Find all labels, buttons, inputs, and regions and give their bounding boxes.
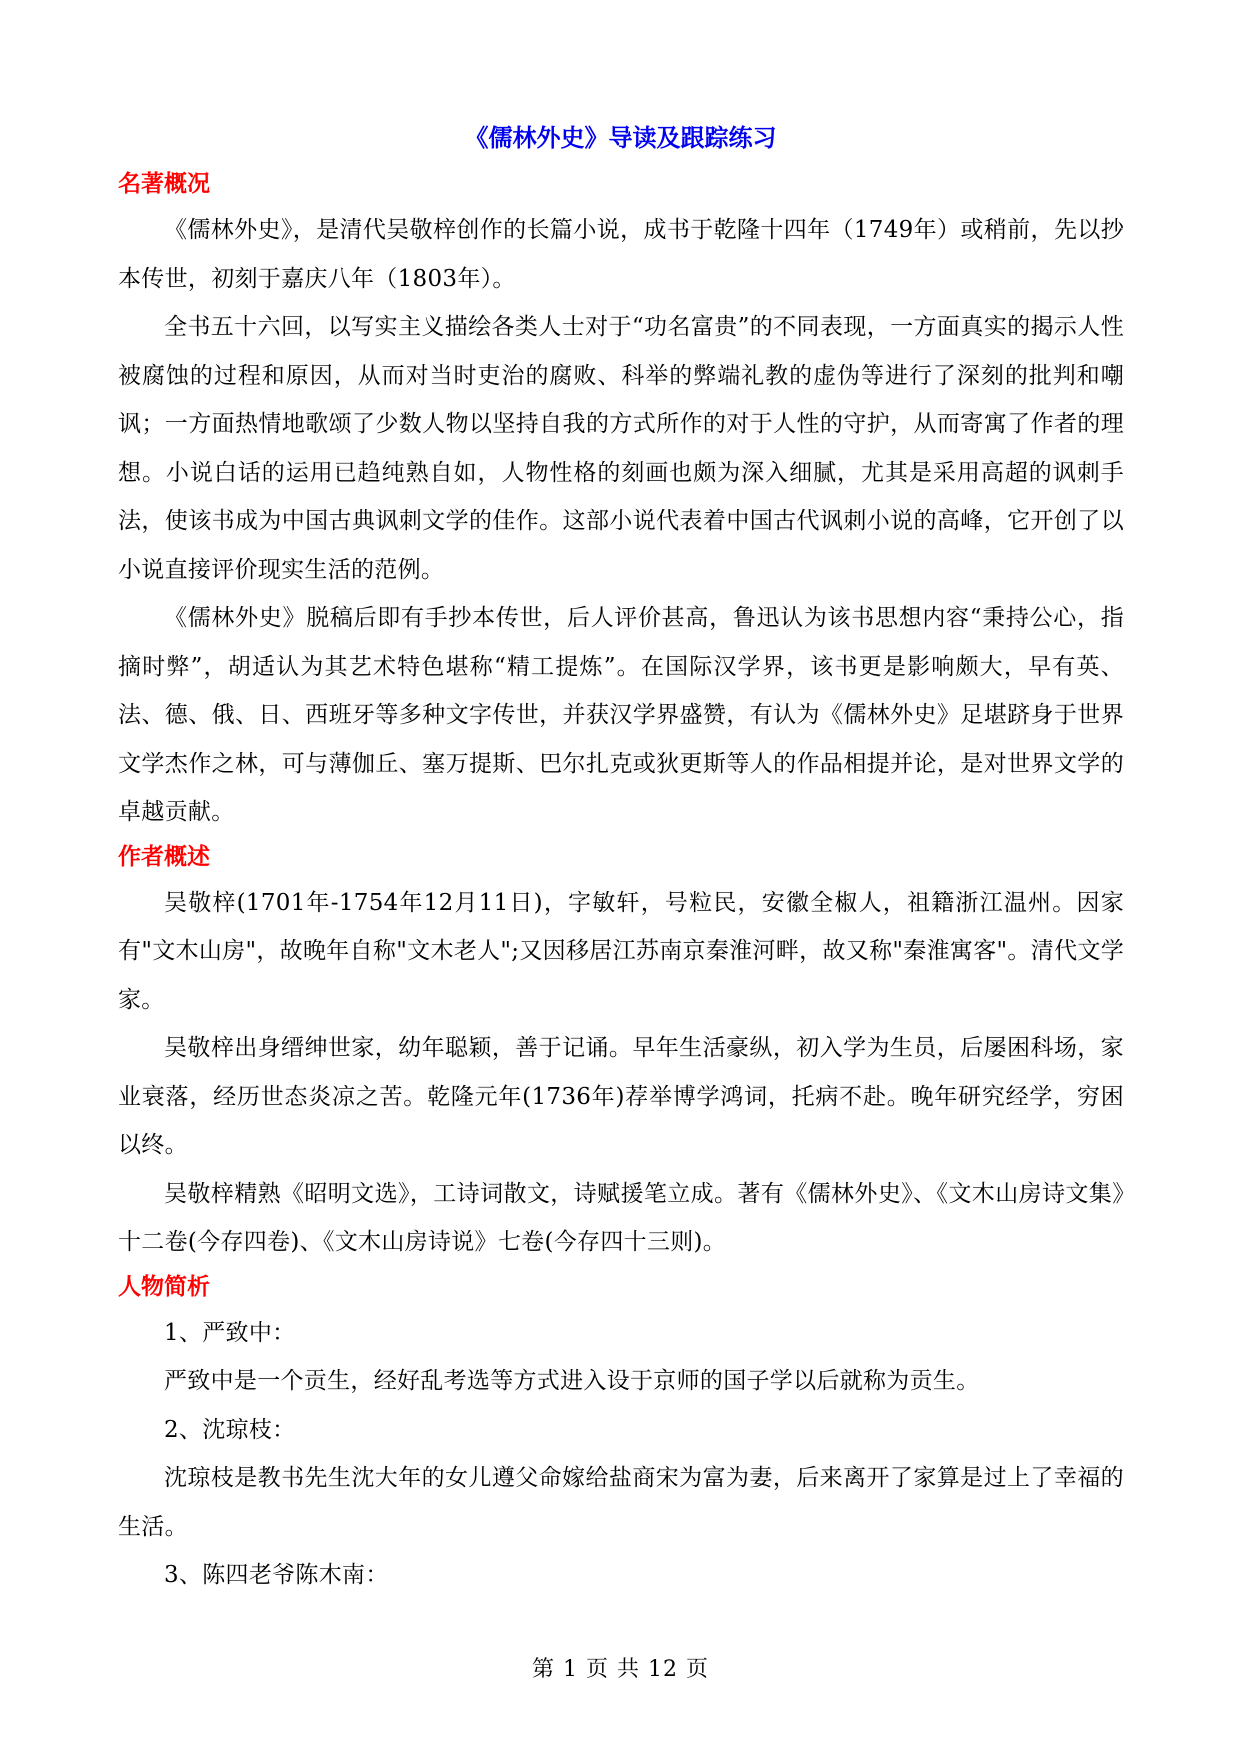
- paragraph: 《儒林外史》，是清代吴敬梓创作的长篇小说，成书于乾隆十四年（1749年）或稍前，先以抄本传世，初刻于嘉庆八年（1803年）。: [118, 217, 1124, 292]
- paragraph: 《儒林外史》脱稿后即有手抄本传世，后人评价甚高，鲁迅认为该书思想内容“秉持公心，指摘时弊”，胡适认为其艺术特色堪称“精工提炼”。在国际汉学界，该书更是影响颇大，早有英、法、德、俄、日、西班牙等多种文字传世，并获汉学界盛赞，有认为《儒林外史》足堪跻身于世界文学杰作之林，可与薄伽丘、塞万提斯、巴尔扎克或狄更斯等人的作品相提并论，是对世界文学的卓越贡献。: [118, 605, 1124, 825]
- character-item: 3、陈四老爷陈木南：: [164, 1562, 389, 1588]
- paragraph: 严致中是一个贡生，经好乱考选等方式进入设于京师的国子学以后就称为贡生。: [164, 1368, 980, 1394]
- character-item: 2、沈琼枝：: [164, 1416, 296, 1443]
- paragraph: 沈琼枝是教书先生沈大年的女儿遵父命嫁给盐商宋为富为妻，后来离开了家算是过上了幸福的生活。: [118, 1465, 1124, 1540]
- section-overview: [118, 166, 1124, 837]
- section-characters: [118, 1269, 1124, 1600]
- section-author: [118, 839, 1124, 1267]
- document-body: [118, 166, 1124, 1600]
- paragraph: 吴敬梓出身缙绅世家，幼年聪颖，善于记诵。早年生活豪纵，初入学为生员，后屡困科场，家业衰落，经历世态炎凉之苦。乾隆元年(1736年)荐举博学鸿词，托病不赴。晚年研究经学，穷困以终。: [118, 1035, 1124, 1158]
- document-title: 《儒林外史》导读及跟踪练习: [464, 124, 777, 152]
- paragraph: 吴敬梓(1701年-1754年12月11日)，字敏轩，号粒民，安徽全椒人，祖籍浙江温州。因家有"文木山房"，故晚年自称"文木老人";又因移居江苏南京秦淮河畔，故又称"秦淮寓客"。清代文学家。: [118, 889, 1124, 1013]
- section-heading: 名著概况: [118, 171, 210, 197]
- section-heading: 人物简析: [118, 1273, 210, 1300]
- paragraph: 吴敬梓精熟《昭明文选》，工诗词散文，诗赋援笔立成。著有《儒林外史》、《文木山房诗文集》十二卷(今存四卷)、《文木山房诗说》七卷(今存四十三则)。: [118, 1180, 1124, 1255]
- character-item: 1、严致中：: [164, 1319, 296, 1346]
- section-heading: 作者概述: [118, 843, 210, 870]
- paragraph: 全书五十六回，以写实主义描绘各类人士对于“功名富贵”的不同表现，一方面真实的揭示人性被腐蚀的过程和原因，从而对当时吏治的腐败、科举的弊端礼教的虚伪等进行了深刻的批判和嘲讽；一方面热情地歌颂了少数人物以坚持自我的方式所作的对于人性的守护，从而寄寓了作者的理想。小说白话的运用已趋纯熟自如，人物性格的刻画也颇为深入细腻，尤其是采用高超的讽刺手法，使该书成为中国古典讽刺文学的佳作。这部小说代表着中国古代讽刺小说的高峰，它开创了以小说直接评价现实生活的范例。: [118, 314, 1124, 583]
- page-footer: 第 1 页 共 12 页: [532, 1657, 709, 1682]
